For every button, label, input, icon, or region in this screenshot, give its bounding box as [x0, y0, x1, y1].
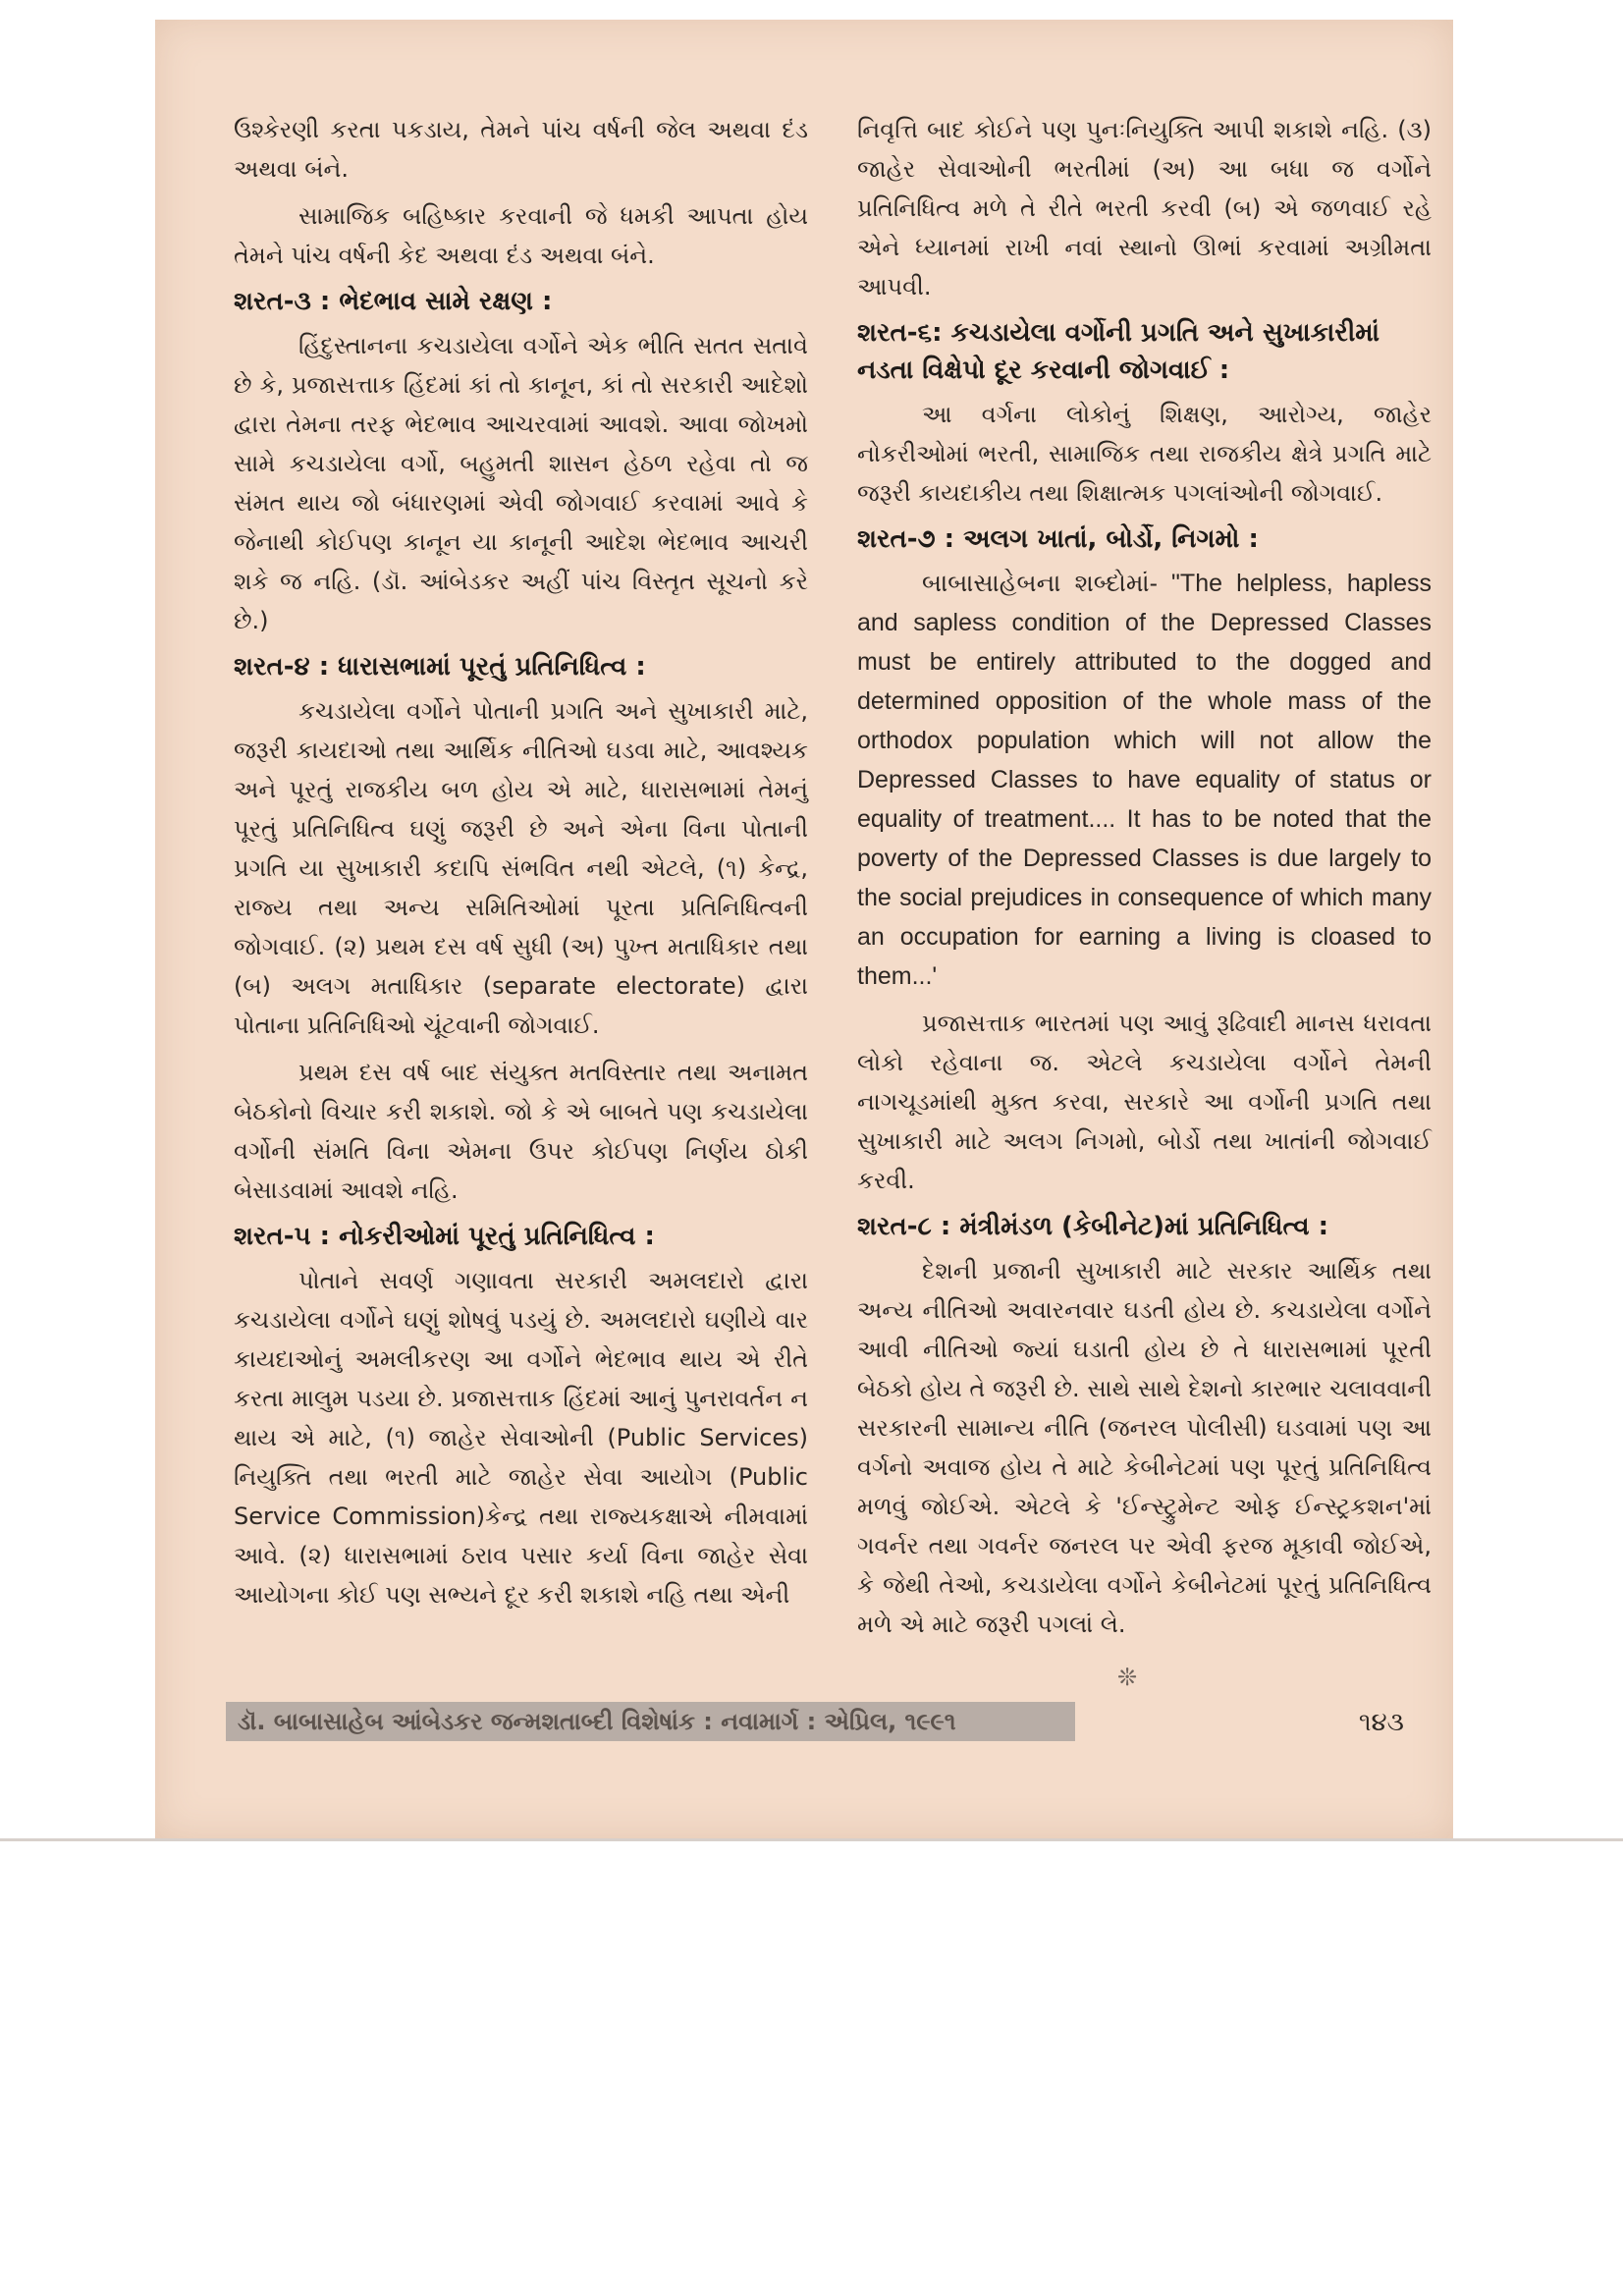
end-ornament-icon: ❊ [1116, 1664, 1138, 1691]
paragraph: પ્રજાસત્તાક ભારતમાં પણ આવું રૂઢિવાદી માનસ ધરાવતા લોકો રહેવાના જ. એટલે કચડાયેલા વર્ગોને તેમની નાગચૂડમાંથી મુક્ત કરવા, સરકારે આ વર્ગોની પ્રગતિ તથા સુખાકારી માટે અલગ નિગમો, બોર્ડો તથા ખાતાંની જોગવાઈ કરવી. [857, 1010, 1432, 1194]
paragraph: પ્રથમ દસ વર્ષ બાદ સંયુક્ત મતવિસ્તાર તથા અનામત બેઠકોનો વિચાર કરી શકાશે. જો કે એ બાબતે પણ કચડાયેલા વર્ગોની સંમતિ વિના એમના ઉપર કોઈપણ નિર્ણય ઠોકી બેસાડવામાં આવશે નહિ. [234, 1059, 808, 1204]
paragraph: ઉશ્કેરણી કરતા પકડાય, તેમને પાંચ વર્ષની જેલ અથવા દંડ અથવા બંને. [234, 116, 808, 183]
paragraph: પોતાને સવર્ણ ગણાવતા સરકારી અમલદારો દ્વારા કચડાયેલા વર્ગોને ઘણું શોષવું પડયું છે. અમલદારો ઘણીયે વાર કાયદાઓનું અમલીકરણ આ વર્ગોને ભેદભાવ થાય એ રીતે કરતા માલુમ પડયા છે. પ્રજાસત્તાક હિંદમાં આનું પુનરાવર્તન ન થાય એ માટે, (૧) જાહેર સેવાઓની (Public Services) નિયુક્તિ તથા ભરતી માટે જાહેર સેવા આયોગ (Public Service Commission)કેન્દ્ર તથા રાજ્યકક્ષાએ નીમવામાં આવે. (૨) ધારાસભામાં ઠરાવ પસાર કર્યા વિના જાહેર સેવા આયોગના કોઈ પણ સભ્યને દૂર કરી શકાશે નહિ તથા એની [234, 1267, 808, 1609]
quote-paragraph [857, 564, 1432, 996]
paragraph: દેશની પ્રજાની સુખાકારી માટે સરકાર આર્થિક તથા અન્ય નીતિઓ અવારનવાર ઘડતી હોય છે. કચડાયેલા વર્ગોને આવી નીતિઓ જ્યાં ઘડાતી હોય છે તે ધારાસભામાં પૂરતી બેઠકો હોય તે જરૂરી છે. સાથે સાથે દેશનો કારભાર ચલાવવાની સરકારની સામાન્ય નીતિ (જનરલ પોલીસી) ઘડવામાં પણ આ વર્ગનો અવાજ હોય તે માટે કેબીનેટમાં પણ પૂરતું પ્રતિનિધિત્વ મળવું જોઈએ. એટલે કે 'ઈન્સ્ટ્રુમેન્ટ ઓફ ઈન્સ્ટ્રકશન'માં ગવર્નર તથા ગવર્નર જનરલ પર એવી ફરજ મૂકાવી જોઈએ, કે જેથી તેઓ, કચડાયેલા વર્ગોને કેબીનેટમાં પૂરતું પ્રતિનિધિત્વ મળે એ માટે જરૂરી પગલાં લે. [857, 1257, 1432, 1638]
section-heading-8: શરત-૮ : મંત્રીમંડળ (કેબીનેટ)માં પ્રતિનિધિત્વ : [857, 1212, 1329, 1241]
scan-edge-divider [0, 1838, 1623, 1841]
english-quote: "The helpless, hapless and sapless condition of the Depressed Classes must be entirely attributed to the dogged and determined opposition of the whole mass of the orthodox population which will not allow the Depressed Classes to have equality of status or equality of treatment.... It has to be noted that the poverty of the Depressed Classes is due largely to the social prejudices in consequence of which many an occupation for earning a living is cloased to them...' [857, 570, 1432, 990]
paragraph: નિવૃત્તિ બાદ કોઈને પણ પુનઃનિયુક્તિ આપી શકાશે નહિ. (૩) જાહેર સેવાઓની ભરતીમાં (અ) આ બધા જ વર્ગોને પ્રતિનિધિત્વ મળે તે રીતે ભરતી કરવી (બ) એ જળવાઈ રહે એને ધ્યાનમાં રાખી નવાં સ્થાનો ઊભાં કરવામાં અગ્રીમતા આપવી. [857, 116, 1432, 301]
section-heading-5: શરત-૫ : નોકરીઓમાં પૂરતું પ્રતિનિધિત્વ : [234, 1222, 655, 1251]
right-column [857, 110, 1432, 1652]
section-heading-3: શરત-૩ : ભેદભાવ સામે રક્ષણ : [234, 287, 553, 316]
quote-lead: બાબાસાહેબના શબ્દોમાં- [922, 570, 1172, 597]
paragraph: હિંદુસ્તાનના કચડાયેલા વર્ગોને એક ભીતિ સતત સતાવે છે કે, પ્રજાસત્તાક હિંદમાં કાં તો કાનૂન, કાં તો સરકારી આદેશો દ્વારા તેમના તરફ ભેદભાવ આચરવામાં આવશે. આવા જોખમો સામે કચડાયેલા વર્ગો, બહુમતી શાસન હેઠળ રહેવા તો જ સંમત થાય જો બંધારણમાં એવી જોગવાઈ કરવામાં આવે કે જેનાથી કોઈપણ કાનૂન યા કાનૂની આદેશ ભેદભાવ આચરી શકે જ નહિ. (ડૉ. આંબેડકર અહીં પાંચ વિસ્તૃત સૂચનો કરે છે.) [234, 332, 808, 634]
section-heading-4: શરત-૪ : ધારાસભામાં પૂરતું પ્રતિનિધિત્વ : [234, 652, 646, 682]
paragraph: આ વર્ગના લોકોનું શિક્ષણ, આરોગ્ય, જાહેર નોકરીઓમાં ભરતી, સામાજિક તથા રાજકીય ક્ષેત્રે પ્રગતિ માટે જરૂરી કાયદાકીય તથા શિક્ષાત્મક પગલાંઓની જોગવાઈ. [857, 401, 1432, 507]
left-column [234, 110, 808, 1622]
section-heading-6: શરત-૬: કચડાયેલા વર્ગોની પ્રગતિ અને સુખાકારીમાં નડતા વિક્ષેપો દૂર કરવાની જોગવાઈ : [857, 318, 1380, 385]
paragraph: કચડાયેલા વર્ગોને પોતાની પ્રગતિ અને સુખાકારી માટે, જરૂરી કાયદાઓ તથા આર્થિક નીતિઓ ઘડવા માટે, આવશ્યક અને પૂરતું રાજકીય બળ હોય એ માટે, ધારાસભામાં તેમનું પૂરતું પ્રતિનિધિત્વ ઘણું જરૂરી છે અને એના વિના પોતાની પ્રગતિ યા સુખાકારી કદાપિ સંભવિત નથી એટલે, (૧) કેન્દ્ર, રાજ્ય તથા અન્ય સમિતિઓમાં પૂરતા પ્રતિનિધિત્વની જોગવાઈ. (૨) પ્રથમ દસ વર્ષ સુધી (અ) પુખ્ત મતાધિકાર તથા (બ) અલગ મતાધિકાર (separate electorate) દ્વારા પોતાના પ્રતિનિધિઓ ચૂંટવાની જોગવાઈ. [234, 697, 808, 1039]
paragraph: સામાજિક બહિષ્કાર કરવાની જે ધમકી આપતા હોય તેમને પાંચ વર્ષની કેદ અથવા દંડ અથવા બંને. [234, 202, 808, 269]
section-heading-7: શરત-૭ : અલગ ખાતાં, બોર્ડો, નિગમો : [857, 524, 1259, 554]
page-number: ૧૪૩ [1358, 1708, 1404, 1737]
footer-issue-strip: ડૉ. બાબાસાહેબ આંબેડકર જન્મશતાબ્દી વિશેષાંક : નવામાર્ગ : એપ્રિલ, ૧૯૯૧ [226, 1702, 1075, 1741]
